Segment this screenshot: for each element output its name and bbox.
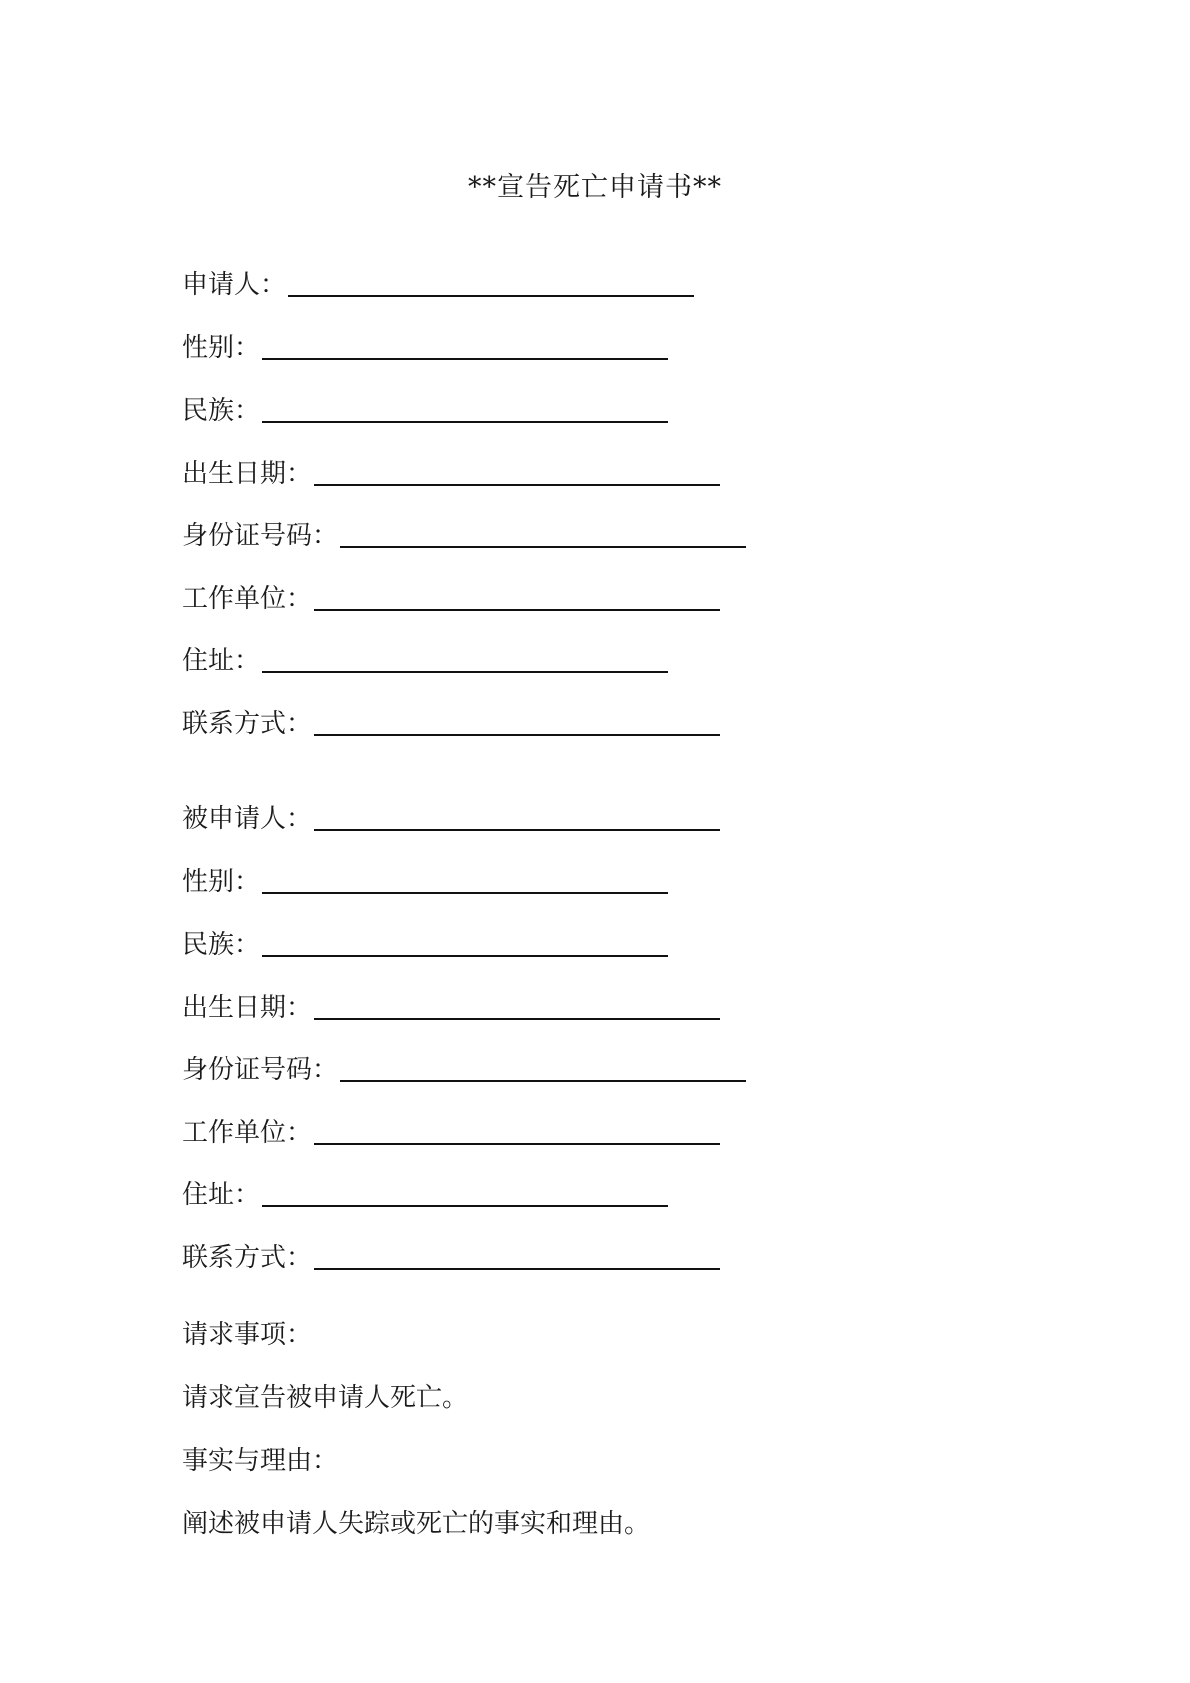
blank-line[interactable] (262, 1205, 668, 1207)
field-label: 工作单位： (182, 1118, 313, 1148)
request-heading: 请求事项： (182, 1320, 313, 1350)
field-label: 身份证号码： (182, 521, 339, 551)
field-label: 联系方式： (182, 1243, 313, 1273)
blank-line[interactable] (262, 955, 668, 957)
field-label: 出生日期： (182, 993, 313, 1023)
facts-heading: 事实与理由： (182, 1446, 339, 1476)
respondent-gender-field[interactable] (182, 859, 668, 899)
respondent-address-field[interactable] (182, 1172, 668, 1212)
blank-line[interactable] (262, 358, 668, 360)
respondent-name-field[interactable] (182, 796, 720, 836)
blank-line[interactable] (288, 295, 694, 297)
applicant-contact-field[interactable] (182, 701, 720, 741)
blank-line[interactable] (262, 671, 668, 673)
applicant-employer-field[interactable] (182, 576, 720, 616)
field-label: 住址： (182, 646, 261, 676)
field-label: 性别： (182, 333, 261, 363)
blank-line[interactable] (314, 734, 720, 736)
field-label: 申请人： (182, 270, 287, 300)
field-label: 民族： (182, 396, 261, 426)
respondent-contact-field[interactable] (182, 1235, 720, 1275)
blank-line[interactable] (314, 1018, 720, 1020)
applicant-address-field[interactable] (182, 638, 668, 678)
applicant-ethnicity-field[interactable] (182, 388, 668, 428)
field-label: 性别： (182, 867, 261, 897)
applicant-name-field[interactable] (182, 262, 694, 302)
blank-line[interactable] (314, 1143, 720, 1145)
facts-text: 阐述被申请人失踪或死亡的事实和理由。 (182, 1509, 651, 1539)
blank-line[interactable] (262, 892, 668, 894)
applicant-birthdate-field[interactable] (182, 451, 720, 491)
field-label: 联系方式： (182, 709, 313, 739)
field-label: 出生日期： (182, 459, 313, 489)
blank-line[interactable] (314, 609, 720, 611)
field-label: 民族： (182, 930, 261, 960)
field-label: 被申请人： (182, 804, 313, 834)
blank-line[interactable] (340, 546, 746, 548)
request-text: 请求宣告被申请人死亡。 (182, 1383, 469, 1413)
field-label: 身份证号码： (182, 1055, 339, 1085)
field-label: 工作单位： (182, 584, 313, 614)
blank-line[interactable] (340, 1080, 746, 1082)
applicant-gender-field[interactable] (182, 325, 668, 365)
blank-line[interactable] (314, 1268, 720, 1270)
respondent-ethnicity-field[interactable] (182, 922, 668, 962)
field-label: 住址： (182, 1180, 261, 1210)
blank-line[interactable] (314, 829, 720, 831)
blank-line[interactable] (262, 421, 668, 423)
blank-line[interactable] (314, 484, 720, 486)
respondent-id-number-field[interactable] (182, 1047, 746, 1087)
respondent-birthdate-field[interactable] (182, 985, 720, 1025)
applicant-id-number-field[interactable] (182, 513, 746, 553)
respondent-employer-field[interactable] (182, 1110, 720, 1150)
document-title: **宣告死亡申请书** (468, 172, 722, 203)
